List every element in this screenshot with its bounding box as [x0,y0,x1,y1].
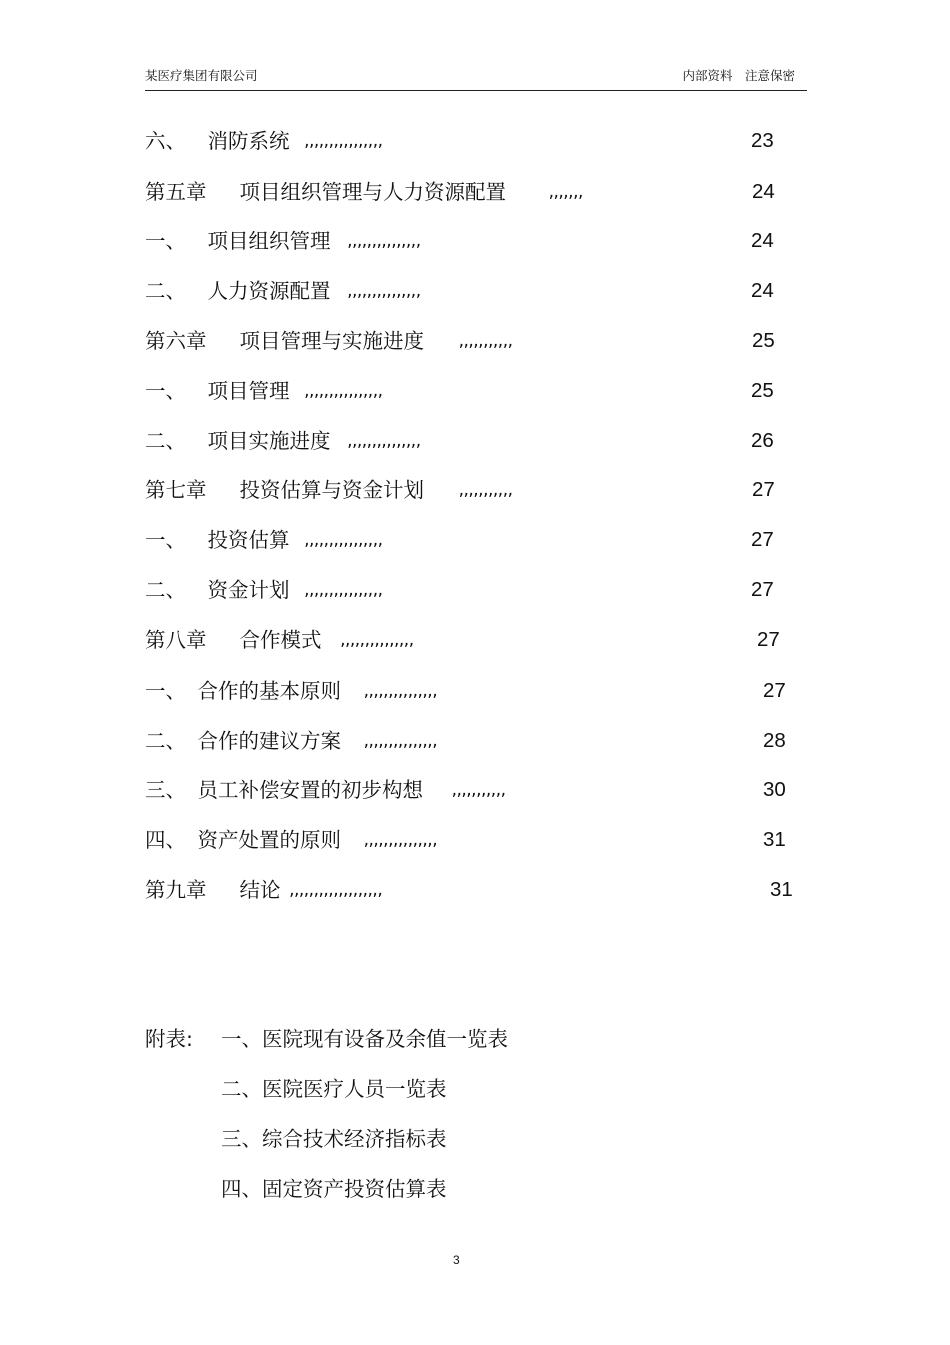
toc-entry-page: 23 [751,129,774,152]
toc-entry-page: 25 [751,379,774,402]
toc-entry-page: 31 [770,878,793,901]
toc-entry-title: 人力资源配置 [207,279,331,303]
toc-entry-leader: ,,,,,,,,,,,,,,, [340,630,414,650]
appendix-item: 一、医院现有设备及余值一览表 [221,1027,508,1051]
toc-entry-leader: ,,,,,,,,,,,,,,,,,,, [289,880,383,900]
page-number: 3 [453,1253,460,1267]
appendix-label: 附表: [145,1027,193,1051]
toc-entry[interactable] [145,676,437,706]
toc-entry-page: 25 [752,329,775,352]
toc-entry[interactable] [145,226,421,256]
toc-entry-leader: ,,,,,,,,,,, [458,480,513,500]
toc-entry-number: 二、 [145,429,186,453]
toc-entry-number: 三、 [145,778,186,802]
toc-entry-leader: ,,,,,,,,,,,,,,, [363,731,438,751]
toc-entry-title: 投资估算 [207,528,290,552]
toc-entry-page: 24 [751,229,774,252]
toc-entry-title: 合作的建议方案 [197,729,342,753]
toc-entry-leader: ,,,,,,,,,,, [458,331,513,351]
toc-entry-title: 项目管理 [207,379,290,403]
toc-entry[interactable] [145,126,383,156]
toc-entry-title: 项目管理与实施进度 [239,329,425,353]
toc-entry-title: 资金计划 [207,578,290,602]
toc-entry-title: 合作的基本原则 [197,679,342,703]
toc-entry-number: 一、 [145,679,186,703]
appendix-item: 二、医院医疗人员一览表 [221,1077,447,1101]
toc-entry-title: 项目组织管理与人力资源配置 [239,180,507,204]
toc-entry-page: 26 [751,429,774,452]
toc-entry-page: 27 [751,528,774,551]
toc-entry[interactable] [145,376,383,406]
toc-entry-page: 27 [752,478,775,501]
toc-entry-leader: ,,,,,,,,,,,,,,,, [304,381,383,401]
toc-entry[interactable] [145,825,437,855]
toc-entry-title: 项目实施进度 [207,429,331,453]
toc-entry[interactable] [145,575,383,605]
toc-entry[interactable] [145,326,513,356]
toc-entry-leader: ,,,,,,,,,,,,,,, [347,281,421,301]
toc-entry[interactable] [145,726,437,756]
page-header [145,64,807,91]
toc-entry-number: 一、 [145,528,186,552]
company-name: 某医疗集团有限公司 [145,68,258,83]
toc-entry-leader: ,,,,,,,,,,,,,,, [363,830,438,850]
toc-entry-number: 第七章 [145,478,207,502]
toc-entry-number: 六、 [145,129,186,153]
toc-entry-leader: ,,,,,,,,,,,,,,, [347,431,421,451]
appendix-item: 三、综合技术经济指标表 [221,1127,447,1151]
toc-entry-title: 资产处置的原则 [197,828,342,852]
toc-entry-leader: ,,,,,,,,,,,,,,,, [304,580,383,600]
toc-entry-number: 第六章 [145,329,207,353]
toc-entry[interactable] [145,276,421,306]
toc-entry-title: 项目组织管理 [207,229,331,253]
toc-entry[interactable] [145,775,506,805]
toc-entry-leader: ,,,,,,,,,,,,,,, [363,681,438,701]
toc-entry-number: 一、 [145,379,186,403]
toc-entry-page: 31 [763,828,786,851]
toc-entry-number: 第八章 [145,628,207,652]
toc-entry-page: 27 [751,578,774,601]
toc-entry-page: 30 [763,778,786,801]
toc-entry[interactable] [145,875,382,905]
toc-entry-number: 一、 [145,229,186,253]
toc-entry-leader: ,,,,,,,,,,,,,,, [347,231,421,251]
confidential-label: 内部资料 注意保密 [682,68,795,83]
toc-entry[interactable] [145,625,414,655]
toc-entry-page: 27 [763,679,786,702]
toc-entry-title: 消防系统 [207,129,290,153]
toc-entry-title: 员工补偿安置的初步构想 [197,778,424,802]
toc-entry-page: 24 [751,279,774,302]
toc-entry-number: 二、 [145,729,186,753]
toc-entry-page: 28 [763,729,786,752]
toc-entry-number: 四、 [145,828,186,852]
toc-entry-page: 27 [757,628,780,651]
toc-entry-title: 投资估算与资金计划 [239,478,425,502]
appendix-item: 四、固定资产投资估算表 [221,1177,447,1201]
toc-entry[interactable] [145,475,513,505]
toc-entry-page: 24 [752,180,775,203]
toc-entry[interactable] [145,426,421,456]
toc-entry-number: 第九章 [145,878,207,902]
toc-entry-leader: ,,,,,,,,,,, [451,780,506,800]
toc-entry-title: 结论 [239,878,281,902]
toc-entry[interactable] [145,525,383,555]
toc-entry-number: 第五章 [145,180,207,204]
toc-entry-number: 二、 [145,279,186,303]
toc-entry-leader: ,,,,,,,,,,,,,,,, [304,530,383,550]
toc-entry-number: 二、 [145,578,186,602]
toc-entry[interactable] [145,177,583,207]
toc-entry-title: 合作模式 [239,628,322,652]
toc-entry-leader: ,,,,,,, [548,182,583,202]
toc-entry-leader: ,,,,,,,,,,,,,,,, [304,131,383,151]
